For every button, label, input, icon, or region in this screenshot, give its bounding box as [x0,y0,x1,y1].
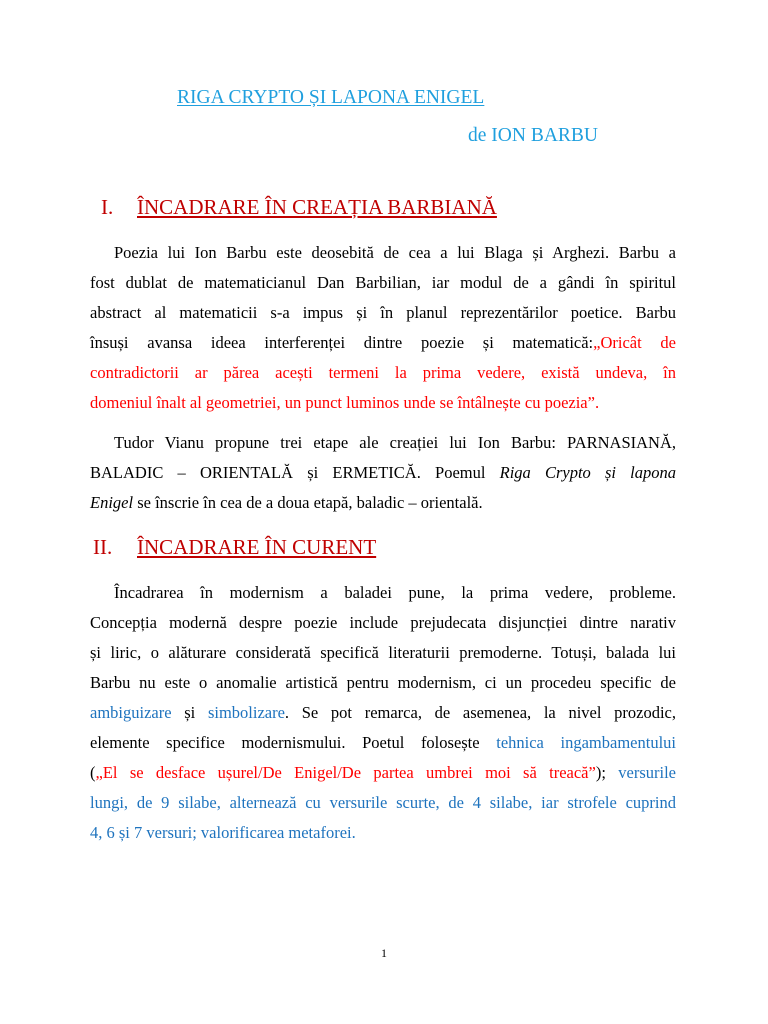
text-line [90,728,676,758]
quote-text: domeniul înalt al geometriei, un punct luminos unde se întâlnește cu poezia”. [90,393,600,412]
term-highlight: 4, 6 și 7 versuri; valorificarea metaforei. [90,823,356,842]
text-line [90,758,676,788]
text-line [90,698,676,728]
page-number: 1 [381,946,387,960]
work-title: Riga Crypto și lapona [499,463,676,482]
text-line: Barbu nu este o anomalie artistică pentru modernism, ci un procedeu specific de [90,673,676,692]
quote-text: „El se desface ușurel/De Enigel/De partea umbrei moi să treacă” [95,763,596,782]
text-span: se înscrie în cea de a doua etapă, baladic – orientală. [133,493,483,512]
term-highlight: ambiguizare [90,703,172,722]
term-highlight: versurile [618,763,676,782]
section-number: II. [93,535,113,559]
text-span: însuși avansa ideea interferenței dintre poezie și matematică: [90,333,594,352]
text-line: Tudor Vianu propune trei etape ale creației lui Ion Barbu: PARNASIANĂ, [114,433,676,452]
document-author: de ION BARBU [468,125,598,146]
section-number: I. [101,195,114,219]
text-line [90,328,676,358]
text-line [90,458,676,488]
text-span: și [171,703,208,722]
text-line [90,488,676,518]
section-title: ÎNCADRARE ÎN CURENT [137,535,377,559]
text-span: ); [595,763,619,782]
section-title: ÎNCADRARE ÎN CREAȚIA BARBIANĂ [137,195,497,219]
paragraph [90,428,676,518]
term-highlight: simbolizare [207,703,285,722]
term-highlight: lungi, de 9 silabe, alternează cu versurile scurte, de 4 silabe, iar strofele cuprind [90,793,676,812]
section-heading-1 [101,195,497,220]
text-span: ( [90,763,96,782]
quote-text: contradictorii ar părea acești termeni la prima vedere, există undeva, în [90,363,676,382]
section-heading-2 [93,535,376,560]
paragraph [90,578,676,848]
term-highlight: tehnica ingambamentului [496,733,676,752]
text-line: abstract al matematicii s-a impus și în planul reprezentărilor poetice. Barbu [90,303,676,322]
text-line: Poezia lui Ion Barbu este deosebită de cea a lui Blaga și Arghezi. Barbu a [114,243,676,262]
text-line: fost dublat de matematicianul Dan Barbilian, iar modul de a gândi în spiritul [90,273,676,292]
document-title: RIGA CRYPTO ȘI LAPONA ENIGEL [177,87,485,108]
quote-text: „Oricât de [593,333,676,352]
paragraph [90,238,676,418]
text-span: . Se pot remarca, de asemenea, la nivel prozodic, [284,703,676,722]
text-span: BALADIC – ORIENTALĂ și ERMETICĂ. Poemul [90,463,500,482]
text-line: Încadrarea în modernism a baladei pune, la prima vedere, probleme. [114,583,676,602]
text-line: și liric, o alăturare considerată specifică literaturii premoderne. Totuși, balada lui [90,643,676,662]
text-span: elemente specifice modernismului. Poetul folosește [90,733,497,752]
work-title: Enigel [90,493,134,512]
text-line: Concepția modernă despre poezie include prejudecata disjuncției dintre narativ [90,613,676,632]
